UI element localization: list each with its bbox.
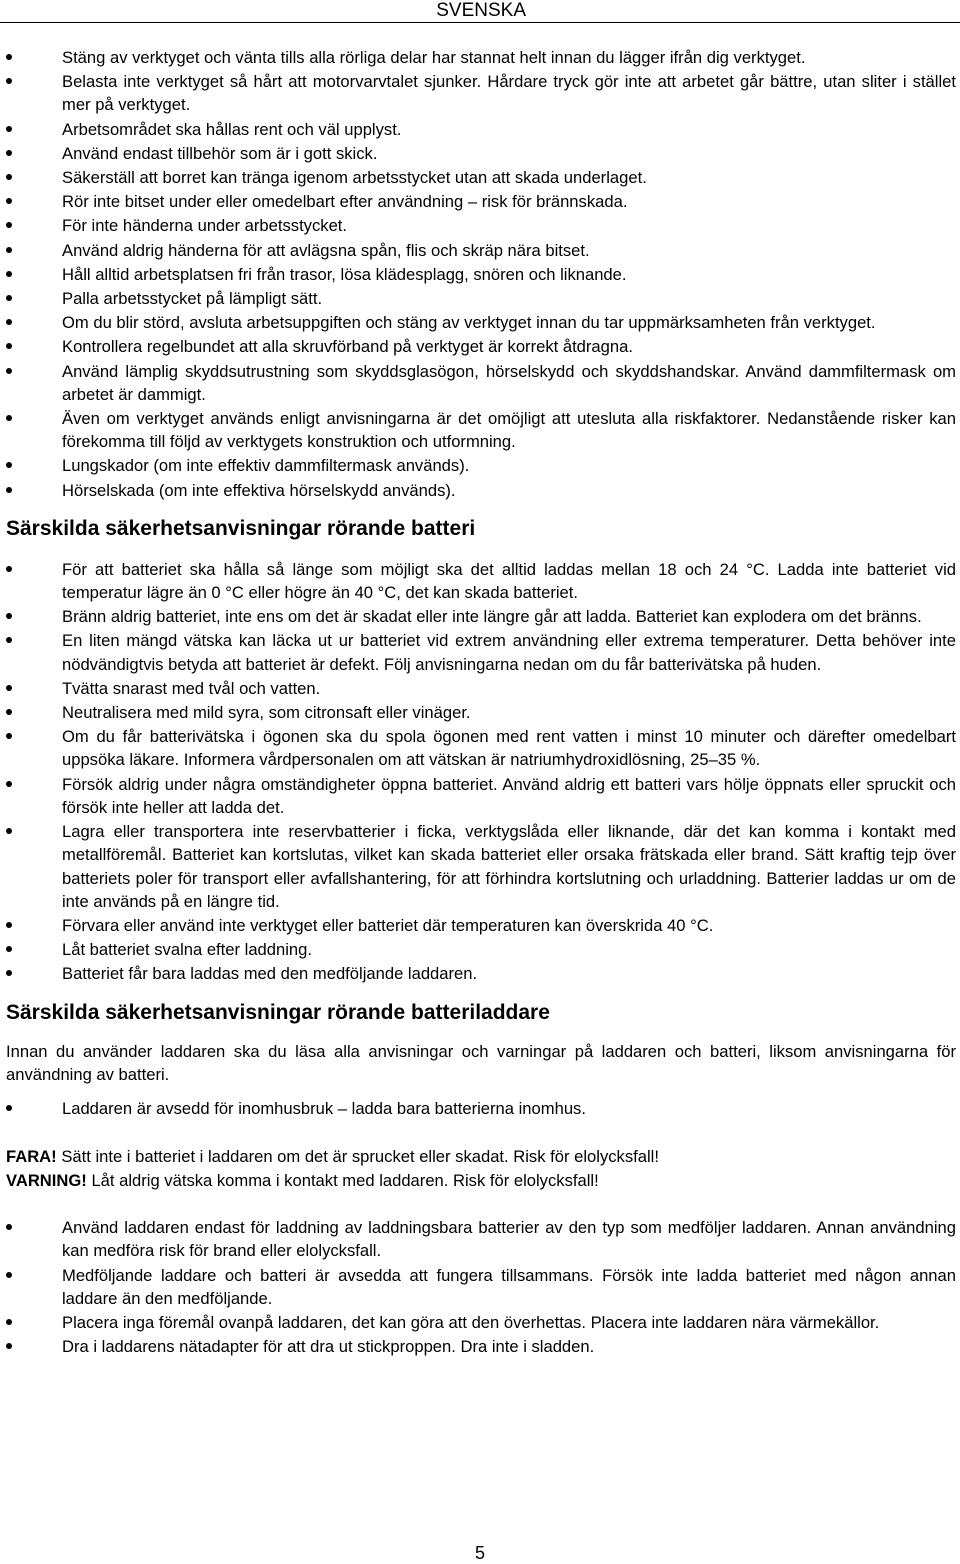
list-item-text: Placera inga föremål ovanpå laddaren, det kan göra att den överhettas. Placera inte laddaren nära värmekällor.	[62, 1312, 880, 1332]
list-item	[6, 239, 956, 262]
list-item-text: Neutralisera med mild syra, som citronsaft eller vinäger.	[62, 703, 471, 723]
bullet-icon	[6, 198, 12, 204]
bullet-icon	[6, 781, 12, 787]
danger-warning	[6, 1145, 956, 1169]
list-item	[6, 311, 956, 334]
list-item-text: Använd laddaren endast för laddning av laddningsbara batterier av den typ som medföljer laddaren. Annan användning kan medföra risk för brand eller elolycksfall.	[62, 1218, 956, 1261]
caution-text: Låt aldrig vätska komma i kontakt med laddaren. Risk för elolycksfall!	[86, 1171, 599, 1191]
list-item	[6, 335, 956, 358]
list-item	[6, 558, 956, 604]
bullet-icon	[6, 613, 12, 619]
header-language: SVENSKA	[436, 0, 526, 21]
bullet-icon	[6, 1224, 12, 1230]
list-item	[6, 287, 956, 310]
list-item	[6, 1311, 956, 1334]
page-content	[6, 46, 956, 1359]
list-item-text: Försök aldrig under några omständigheter öppna batteriet. Använd aldrig ett batteri vars hölje öppnats eller spruckit och försök inte heller att ladda det.	[62, 774, 956, 817]
bullet-icon	[6, 54, 12, 60]
bullet-icon	[6, 487, 12, 493]
bullet-icon	[6, 709, 12, 715]
list-item	[6, 46, 956, 69]
list-item-text: Belasta inte verktyget så hårt att motorvarvtalet sjunker. Hårdare tryck gör inte att arbetet går bättre, utan sliter i stället mer på verktyget.	[62, 72, 956, 115]
list-item-text: Bränn aldrig batteriet, inte ens om det är skadat eller inte längre går att ladda. Batteriet kan explodera om det bränns.	[62, 607, 922, 627]
list-item-text: Håll alltid arbetsplatsen fri från trasor, lösa klädesplagg, snören och liknande.	[62, 264, 627, 284]
header-divider	[0, 22, 960, 23]
bullet-icon	[6, 415, 12, 421]
page-number-text: 5	[474, 1543, 485, 1563]
list-item	[6, 773, 956, 819]
list-item-text: Även om verktyget används enligt anvisningarna är det omöjligt att utesluta alla riskfaktorer. Nedanstående risker kan förekomma till följd av verktygets konstruktion och utformning.	[62, 409, 956, 452]
list-item-text: Arbetsområdet ska hållas rent och väl upplyst.	[62, 119, 402, 139]
caution-warning	[6, 1169, 956, 1193]
list-item	[6, 190, 956, 213]
list-item-text: Batteriet får bara laddas med den medföljande laddaren.	[62, 964, 478, 984]
list-item	[6, 820, 956, 913]
bullet-icon	[6, 150, 12, 156]
bullet-icon	[6, 295, 12, 301]
list-item-text: Palla arbetsstycket på lämpligt sätt.	[62, 289, 323, 309]
list-item-text: Rör inte bitset under eller omedelbart efter användning – risk för brännskada.	[62, 192, 628, 212]
bullet-icon	[6, 271, 12, 277]
section-heading-charger: Särskilda säkerhetsanvisningar rörande batteriladdare	[6, 1000, 550, 1024]
bullet-icon	[6, 247, 12, 253]
danger-text: Sätt inte i batteriet i laddaren om det är sprucket eller skadat. Risk för elolycksfall!	[56, 1147, 659, 1167]
list-item-text: Laddaren är avsedd för inomhusbruk – ladda bara batterierna inomhus.	[62, 1098, 586, 1118]
list-item-text: Förvara eller använd inte verktyget eller batteriet där temperaturen kan överskrida 40 °C.	[62, 915, 714, 935]
list-item-text: Låt batteriet svalna efter laddning.	[62, 940, 312, 960]
list-item-text: Hörselskada (om inte effektiva hörselskydd används).	[62, 480, 456, 500]
safety-list-general	[6, 46, 956, 502]
list-item	[6, 701, 956, 724]
list-item	[6, 166, 956, 189]
list-item	[6, 214, 956, 237]
list-item	[6, 70, 956, 116]
list-item	[6, 605, 956, 628]
bullet-icon	[6, 174, 12, 180]
bullet-icon	[6, 922, 12, 928]
list-item	[6, 263, 956, 286]
list-item-text: För att batteriet ska hålla så länge som möjligt ska det alltid laddas mellan 18 och 24 °C. Ladda inte batteriet vid temperatur lägre än 0 °C eller högre än 40 °C, det kan skada batteriet.	[62, 559, 956, 603]
list-item	[6, 1216, 956, 1262]
list-item-text: Lagra eller transportera inte reservbatterier i ficka, verktygslåda eller liknande, där det kan komma i kontakt med metallföremål. Batteriet kan kortslutas, vilket kan skada batteriet eller orsaka frätskada eller brand. Sätt kraftig tejp över batteriets poler för transport eller avfallshantering, för att förhindra kortslutning och urladdning. Batterier laddas ur om de inte används på en längre tid.	[62, 822, 956, 911]
section-heading-battery: Särskilda säkerhetsanvisningar rörande batteri	[6, 516, 476, 540]
bullet-icon	[6, 1272, 12, 1278]
safety-list-charger-usage	[6, 1216, 956, 1358]
list-item	[6, 479, 956, 502]
bullet-icon	[6, 970, 12, 976]
danger-label: FARA!	[6, 1147, 57, 1167]
list-item	[6, 454, 956, 477]
list-item	[6, 407, 956, 453]
list-item	[6, 1335, 956, 1358]
bullet-icon	[6, 1319, 12, 1325]
bullet-icon	[6, 343, 12, 349]
list-item-text: Om du får batterivätska i ögonen ska du spola ögonen med rent vatten i minst 10 minuter och därefter omedelbart uppsöka läkare. Informera vårdpersonalen om att vätskan är natriumhydroxidlösning, 25–35 %.	[62, 727, 956, 770]
list-item	[6, 938, 956, 961]
list-item-text: Kontrollera regelbundet att alla skruvförband på verktyget är korrekt åtdragna.	[62, 337, 633, 357]
list-item-text: Lungskador (om inte effektiv dammfiltermask används).	[62, 456, 470, 476]
list-item	[6, 142, 956, 165]
list-item	[6, 1097, 956, 1120]
bullet-icon	[6, 828, 12, 834]
bullet-icon	[6, 126, 12, 132]
list-item	[6, 360, 956, 406]
bullet-icon	[6, 78, 12, 84]
charger-intro: Innan du använder laddaren ska du läsa alla anvisningar och varningar på laddaren och batteri, liksom anvisningarna för användning av batteri.	[6, 1041, 956, 1084]
caution-label: VARNING!	[6, 1171, 87, 1191]
bullet-icon	[6, 733, 12, 739]
bullet-icon	[6, 462, 12, 468]
bullet-icon	[6, 222, 12, 228]
bullet-icon	[6, 368, 12, 374]
list-item-text: Säkerställ att borret kan tränga igenom arbetsstycket utan att skada underlaget.	[62, 168, 647, 188]
list-item	[6, 118, 956, 141]
list-item	[6, 725, 956, 771]
bullet-icon	[6, 1105, 12, 1111]
list-item-text: Dra i laddarens nätadapter för att dra ut stickproppen. Dra inte i sladden.	[62, 1337, 595, 1357]
list-item	[6, 1264, 956, 1310]
bullet-icon	[6, 319, 12, 325]
list-item	[6, 914, 956, 937]
bullet-icon	[6, 637, 12, 643]
bullet-icon	[6, 685, 12, 691]
bullet-icon	[6, 1343, 12, 1349]
list-item-text: En liten mängd vätska kan läcka ut ur batteriet vid extrem användning eller extrema temperaturer. Detta behöver inte nödvändigtvis betyda att batteriet är defekt. Följ anvisningarna nedan om du får batterivätska på huden.	[62, 631, 956, 674]
bullet-icon	[6, 946, 12, 952]
bullet-icon	[6, 566, 12, 572]
list-item-text: Medföljande laddare och batteri är avsedda att fungera tillsammans. Försök inte ladda batteriet med någon annan laddare än den medföljande.	[62, 1265, 956, 1308]
list-item-text: Använd aldrig händerna för att avlägsna spån, flis och skräp nära bitset.	[62, 240, 590, 260]
list-item-text: Använd endast tillbehör som är i gott skick.	[62, 143, 378, 163]
list-item	[6, 962, 956, 985]
safety-list-charger	[6, 1097, 956, 1120]
list-item-text: Om du blir störd, avsluta arbetsuppgiften och stäng av verktyget innan du tar uppmärksamheten från verktyget.	[62, 313, 876, 333]
list-item-text: Stäng av verktyget och vänta tills alla rörliga delar har stannat helt innan du lägger ifrån dig verktyget.	[62, 48, 806, 67]
safety-list-battery	[6, 558, 956, 986]
list-item	[6, 677, 956, 700]
list-item-text: Använd lämplig skyddsutrustning som skyddsglasögon, hörselskydd och skyddshandskar. Använd dammfiltermask om arbetet är dammigt.	[62, 361, 956, 404]
list-item	[6, 629, 956, 675]
list-item-text: För inte händerna under arbetsstycket.	[62, 216, 348, 236]
list-item-text: Tvätta snarast med tvål och vatten.	[62, 678, 321, 698]
